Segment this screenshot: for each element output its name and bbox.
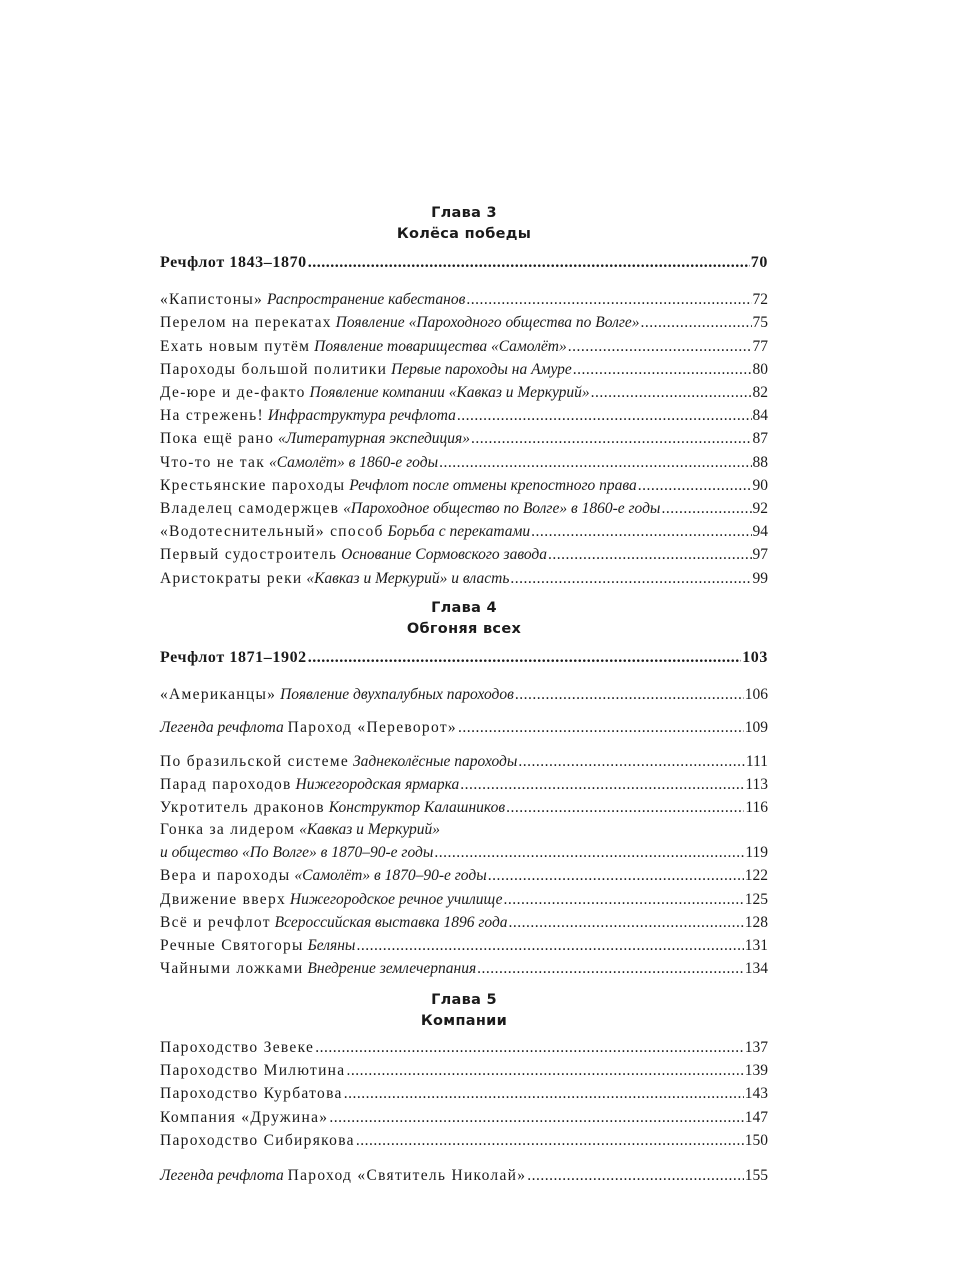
entry-subtitle: «Пароходное общество по Волге» в 1860-е годы: [343, 500, 661, 518]
entry-subtitle: «Самолёт» в 1860-е годы: [268, 453, 439, 471]
entry-title: Пароходы большой политики: [160, 360, 388, 378]
toc-entry[interactable]: [160, 358, 768, 381]
dot-leader: [308, 251, 750, 274]
toc-entry[interactable]: [160, 750, 768, 773]
entry-subtitle: «Самолёт» в 1870–90-е годы: [294, 867, 487, 885]
entry-title: Парад пароходов: [160, 775, 292, 793]
dot-leader: [434, 841, 744, 864]
chapter-number: Глава 5: [431, 992, 497, 1008]
dot-leader: [518, 750, 745, 773]
entry-title: Де-юре и де-факто: [160, 384, 306, 402]
entry-title: По бразильской системе: [160, 752, 350, 770]
page-number: 113: [745, 775, 768, 793]
toc-entry[interactable]: [160, 288, 768, 311]
dot-leader: [573, 358, 752, 381]
entry-title: Движение вверх: [160, 890, 287, 908]
page-number: 82: [752, 384, 768, 402]
toc-list: [160, 1036, 768, 1152]
toc-entry[interactable]: [160, 888, 768, 911]
dot-leader: [510, 567, 751, 590]
legend-entry[interactable]: [160, 716, 768, 739]
toc-entry[interactable]: [160, 474, 768, 497]
entry-subtitle: Нижегородская ярмарка: [295, 775, 460, 793]
toc-entry[interactable]: [160, 1036, 768, 1059]
entry-title: На стрежень!: [160, 407, 264, 425]
page-number: 147: [744, 1108, 768, 1126]
page-number: 109: [744, 719, 768, 737]
dot-leader: [457, 404, 752, 427]
page-number: 134: [744, 960, 768, 978]
toc-list: [160, 288, 768, 590]
dot-leader: [308, 646, 741, 669]
entry-title: Пароходство Курбатова: [160, 1085, 343, 1103]
page-number: 77: [752, 337, 768, 355]
chapter-title: Обгоняя всех: [406, 621, 522, 637]
entry-title: Перелом на перекатах: [160, 314, 332, 332]
entry-title: «Американцы»: [160, 686, 277, 704]
page-number: 150: [744, 1131, 768, 1149]
toc-entry[interactable]: [160, 1106, 768, 1129]
toc-entry[interactable]: [160, 543, 768, 566]
chapter-4: [160, 598, 768, 980]
toc-entry[interactable]: [160, 404, 768, 427]
page-number: 75: [752, 314, 768, 332]
entry-title: Пароходство Милютина: [160, 1062, 346, 1080]
entry-subtitle: Всероссийская выставка 1896 года: [274, 913, 508, 931]
dot-leader: [531, 520, 751, 543]
chapter-5: [160, 990, 768, 1187]
chapter-number: Глава 4: [431, 600, 497, 616]
page-number: 80: [752, 360, 768, 378]
entry-title: Первый судостроитель: [160, 546, 338, 564]
dot-leader: [346, 1059, 743, 1082]
dot-leader: [568, 335, 752, 358]
entry-subtitle: «Кавказ и Меркурий»: [299, 821, 440, 839]
dot-leader: [466, 288, 751, 311]
legend-entry[interactable]: [160, 1164, 768, 1187]
toc-entry[interactable]: [160, 934, 768, 957]
entry-subtitle: Беляны: [307, 937, 356, 955]
dot-leader: [661, 497, 751, 520]
dot-leader: [344, 1082, 744, 1105]
toc-entry[interactable]: [160, 335, 768, 358]
page-number: 139: [744, 1062, 768, 1080]
chapter-3: [160, 203, 768, 590]
dot-leader: [356, 934, 743, 957]
toc-entry[interactable]: [160, 1059, 768, 1082]
dot-leader: [641, 311, 752, 334]
entry-title: Всё и речфлот: [160, 913, 271, 931]
part-title: Речфлот 1843–1870: [160, 254, 307, 271]
dot-leader: [503, 888, 743, 911]
page-number: 143: [744, 1085, 768, 1103]
entry-subtitle: Нижегородское речное училище: [289, 890, 503, 908]
entry-subtitle: Появление товарищества «Самолёт»: [314, 337, 567, 355]
page-number: 103: [742, 649, 768, 666]
entry-subtitle: Борьба с перекатами: [387, 523, 531, 541]
toc-entry[interactable]: [160, 520, 768, 543]
entry-title: Владелец самодержцев: [160, 500, 340, 518]
entry-subtitle: Внедрение землечерпания: [307, 960, 477, 978]
page-number: 94: [752, 523, 768, 541]
dot-leader: [548, 543, 751, 566]
entry-subtitle: Основание Сормовского завода: [341, 546, 548, 564]
toc-entry[interactable]: [160, 567, 768, 590]
page-number: 106: [744, 686, 768, 704]
dot-leader: [477, 957, 744, 980]
entry-subtitle: «Литературная экспедиция»: [278, 430, 471, 448]
page-number: 119: [745, 844, 768, 862]
dot-leader: [488, 864, 744, 887]
page-number: 92: [752, 500, 768, 518]
entry-title: Гонка за лидером: [160, 821, 296, 839]
entry-subtitle: Речфлот после отмены крепостного права: [349, 476, 637, 494]
page-number: 155: [744, 1167, 768, 1185]
toc-entry[interactable]: [160, 427, 768, 450]
toc-entry[interactable]: [160, 1129, 768, 1152]
dot-leader: [315, 1036, 744, 1059]
legend-title: Пароход «Святитель Николай»: [287, 1167, 527, 1185]
page-number: 111: [745, 752, 768, 770]
page-number: 90: [752, 476, 768, 494]
dot-leader: [527, 1164, 743, 1187]
entry-subtitle: Первые пароходы на Амуре: [391, 360, 572, 378]
dot-leader: [439, 451, 751, 474]
entry-title: Крестьянские пароходы: [160, 476, 346, 494]
toc-entry[interactable]: [160, 796, 768, 819]
entry-title: Вера и пароходы: [160, 867, 291, 885]
page-number: 99: [752, 569, 768, 587]
page-number: 128: [744, 913, 768, 931]
legend-title: Пароход «Переворот»: [287, 719, 457, 737]
page-number: 72: [752, 291, 768, 309]
dot-leader: [509, 911, 744, 934]
entry-subtitle: Конструктор Калашников: [328, 799, 506, 817]
toc-list: [160, 750, 768, 981]
page-number: 131: [744, 937, 768, 955]
page-number: 87: [752, 430, 768, 448]
toc-entry[interactable]: [160, 381, 768, 404]
dot-leader: [638, 474, 752, 497]
toc-entry[interactable]: [160, 957, 768, 980]
entry-subtitle-continued: и общество «По Волге» в 1870–90-е годы: [160, 844, 434, 862]
entry-title: Пароходство Сибирякова: [160, 1131, 355, 1149]
dot-leader: [506, 796, 744, 819]
page-number: 97: [752, 546, 768, 564]
toc-entry[interactable]: [160, 683, 768, 706]
dot-leader: [329, 1106, 743, 1129]
toc-entry-multiline[interactable]: [160, 819, 768, 864]
toc-entry[interactable]: [160, 1082, 768, 1105]
entry-title: «Водотеснительный» способ: [160, 523, 384, 541]
page-number: 84: [752, 407, 768, 425]
chapter-title: Колёса победы: [396, 226, 532, 242]
entry-title: Компания «Дружина»: [160, 1108, 329, 1126]
page-number: 125: [744, 890, 768, 908]
page-number: 88: [752, 453, 768, 471]
page-number: 122: [744, 867, 768, 885]
toc-entry[interactable]: [160, 451, 768, 474]
legend-label: Легенда речфлота: [160, 719, 284, 737]
entry-title: Пока ещё рано: [160, 430, 275, 448]
entry-title: Пароходство Зевеке: [160, 1039, 315, 1056]
dot-leader: [460, 773, 744, 796]
entry-subtitle: Заднеколёсные пароходы: [352, 752, 518, 770]
chapter-number: Глава 3: [431, 205, 497, 221]
part-entry[interactable]: [160, 251, 768, 274]
entry-title: Что-то не так: [160, 453, 266, 471]
entry-title: Чайными ложками: [160, 960, 304, 978]
toc-entry[interactable]: [160, 864, 768, 887]
entry-subtitle: Появление «Пароходного общества по Волге»: [335, 314, 640, 332]
page-number: 116: [745, 799, 768, 817]
entry-subtitle: Появление компании «Кавказ и Меркурий»: [309, 384, 590, 402]
entry-subtitle: Появление двухпалубных пароходов: [280, 686, 514, 704]
entry-subtitle: «Кавказ и Меркурий» и власть: [306, 569, 510, 587]
entry-title: «Капистоны»: [160, 291, 264, 309]
entry-subtitle: Распространение кабестанов: [266, 291, 466, 309]
part-title: Речфлот 1871–1902: [160, 649, 307, 666]
entry-title: Ехать новым путём: [160, 337, 311, 355]
dot-leader: [356, 1129, 744, 1152]
dot-leader: [471, 427, 751, 450]
entry-title: Аристократы реки: [160, 569, 303, 587]
dot-leader: [515, 683, 744, 706]
chapter-title: Компании: [420, 1013, 508, 1029]
toc-entry[interactable]: [160, 773, 768, 796]
dot-leader: [458, 716, 744, 739]
entry-subtitle: Инфраструктура речфлота: [267, 407, 456, 425]
toc-entry[interactable]: [160, 911, 768, 934]
dot-leader: [591, 381, 752, 404]
part-entry[interactable]: [160, 646, 768, 669]
toc-entry[interactable]: [160, 311, 768, 334]
page-number: 70: [750, 254, 768, 271]
entry-title: Укротитель драконов: [160, 799, 325, 817]
page-number: 137: [744, 1039, 768, 1056]
legend-label: Легенда речфлота: [160, 1167, 284, 1185]
toc-entry[interactable]: [160, 497, 768, 520]
entry-title: Речные Святогоры: [160, 937, 304, 955]
